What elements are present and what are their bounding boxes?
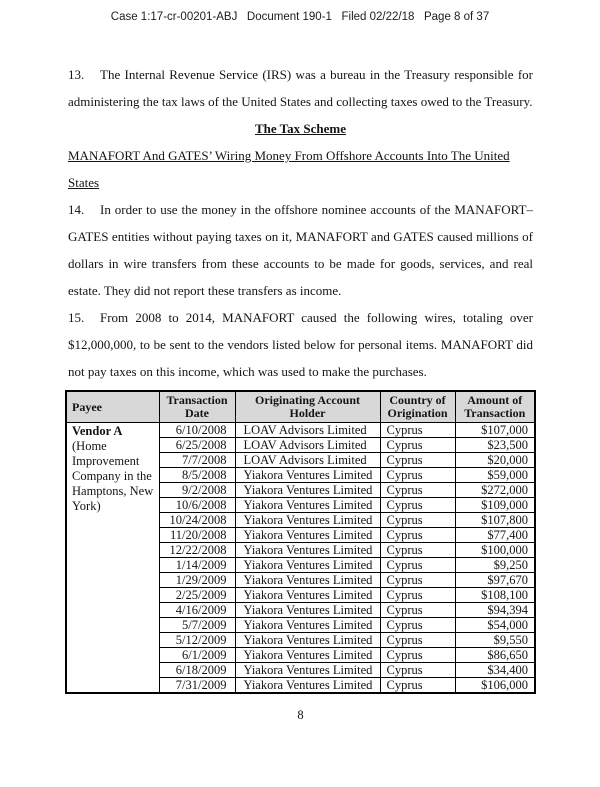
paragraph-14-number: 14. — [68, 202, 85, 217]
transaction-date: 8/5/2008 — [159, 468, 235, 483]
originating-account-holder: LOAV Advisors Limited — [235, 453, 380, 468]
paragraph-13-number: 13. — [68, 67, 85, 82]
column-header-payee: Payee — [66, 391, 159, 423]
originating-account-holder: Yiakora Ventures Limited — [235, 573, 380, 588]
country-of-origination: Cyprus — [380, 648, 455, 663]
paragraph-13 — [68, 61, 533, 115]
originating-account-holder: Yiakora Ventures Limited — [235, 678, 380, 694]
amount-of-transaction: $59,000 — [455, 468, 535, 483]
transaction-date: 1/29/2009 — [159, 573, 235, 588]
originating-account-holder: Yiakora Ventures Limited — [235, 498, 380, 513]
transaction-date: 12/22/2008 — [159, 543, 235, 558]
originating-account-holder: Yiakora Ventures Limited — [235, 618, 380, 633]
section-heading-tax-scheme: The Tax Scheme — [254, 121, 346, 136]
country-of-origination: Cyprus — [380, 438, 455, 453]
amount-of-transaction: $20,000 — [455, 453, 535, 468]
payee-name: Vendor A — [72, 424, 123, 438]
country-of-origination: Cyprus — [380, 483, 455, 498]
page-number: 8 — [297, 708, 304, 722]
transaction-date: 7/7/2008 — [159, 453, 235, 468]
transaction-date: 11/20/2008 — [159, 528, 235, 543]
payee-cell — [66, 423, 159, 694]
originating-account-holder: Yiakora Ventures Limited — [235, 603, 380, 618]
amount-of-transaction: $107,000 — [455, 423, 535, 438]
amount-of-transaction: $109,000 — [455, 498, 535, 513]
country-of-origination: Cyprus — [380, 543, 455, 558]
subsection-heading-wiring-money: MANAFORT And GATES’ Wiring Money From Offshore Accounts Into The United States — [68, 148, 510, 190]
transaction-date: 7/31/2009 — [159, 678, 235, 694]
amount-of-transaction: $34,400 — [455, 663, 535, 678]
amount-of-transaction: $108,100 — [455, 588, 535, 603]
paragraph-13-text: The Internal Revenue Service (IRS) was a bureau in the Treasury responsible for administering the tax laws of the United States and collecting taxes owed to the Treasury. — [68, 67, 533, 109]
transaction-date: 1/14/2009 — [159, 558, 235, 573]
document-body — [68, 61, 533, 729]
originating-account-holder: Yiakora Ventures Limited — [235, 633, 380, 648]
amount-of-transaction: $77,400 — [455, 528, 535, 543]
country-of-origination: Cyprus — [380, 468, 455, 483]
payee-description: (Home Improvement Company in the Hamptons, New York) — [72, 439, 154, 513]
paragraph-15-number: 15. — [68, 310, 85, 325]
column-header-amount-of-transaction: Amount of Transaction — [455, 391, 535, 423]
wire-transfers-table — [65, 390, 536, 694]
column-header-country-of-origination: Country of Origination — [380, 391, 455, 423]
country-of-origination: Cyprus — [380, 678, 455, 694]
transaction-date: 10/6/2008 — [159, 498, 235, 513]
table-header-row — [66, 391, 535, 423]
transaction-date: 4/16/2009 — [159, 603, 235, 618]
country-of-origination: Cyprus — [380, 423, 455, 438]
transaction-date: 10/24/2008 — [159, 513, 235, 528]
originating-account-holder: Yiakora Ventures Limited — [235, 648, 380, 663]
transaction-date: 6/18/2009 — [159, 663, 235, 678]
transaction-date: 5/7/2009 — [159, 618, 235, 633]
amount-of-transaction: $86,650 — [455, 648, 535, 663]
amount-of-transaction: $94,394 — [455, 603, 535, 618]
originating-account-holder: Yiakora Ventures Limited — [235, 663, 380, 678]
transaction-date: 6/1/2009 — [159, 648, 235, 663]
column-header-originating-account-holder: Originating Account Holder — [235, 391, 380, 423]
transaction-date: 6/25/2008 — [159, 438, 235, 453]
transaction-date: 6/10/2008 — [159, 423, 235, 438]
country-of-origination: Cyprus — [380, 618, 455, 633]
transaction-date: 9/2/2008 — [159, 483, 235, 498]
originating-account-holder: LOAV Advisors Limited — [235, 438, 380, 453]
amount-of-transaction: $23,500 — [455, 438, 535, 453]
court-filing-stamp: Case 1:17-cr-00201-ABJ Document 190-1 Filed 02/22/18 Page 8 of 37 — [110, 11, 490, 23]
amount-of-transaction: $106,000 — [455, 678, 535, 694]
column-header-transaction-date: Transaction Date — [159, 391, 235, 423]
country-of-origination: Cyprus — [380, 513, 455, 528]
paragraph-15 — [68, 304, 533, 385]
amount-of-transaction: $107,800 — [455, 513, 535, 528]
amount-of-transaction: $9,550 — [455, 633, 535, 648]
country-of-origination: Cyprus — [380, 663, 455, 678]
country-of-origination: Cyprus — [380, 573, 455, 588]
paragraph-14 — [68, 196, 533, 304]
transaction-date: 5/12/2009 — [159, 633, 235, 648]
amount-of-transaction: $54,000 — [455, 618, 535, 633]
amount-of-transaction: $272,000 — [455, 483, 535, 498]
wire-transfers-table-wrap — [65, 390, 533, 694]
country-of-origination: Cyprus — [380, 558, 455, 573]
transaction-date: 2/25/2009 — [159, 588, 235, 603]
amount-of-transaction: $100,000 — [455, 543, 535, 558]
country-of-origination: Cyprus — [380, 498, 455, 513]
wire-table-body — [66, 423, 535, 694]
originating-account-holder: Yiakora Ventures Limited — [235, 543, 380, 558]
table-row — [66, 423, 535, 438]
amount-of-transaction: $9,250 — [455, 558, 535, 573]
originating-account-holder: Yiakora Ventures Limited — [235, 513, 380, 528]
originating-account-holder: Yiakora Ventures Limited — [235, 528, 380, 543]
originating-account-holder: Yiakora Ventures Limited — [235, 558, 380, 573]
country-of-origination: Cyprus — [380, 453, 455, 468]
paragraph-14-text: In order to use the money in the offshore nominee accounts of the MANAFORT–GATES entities without paying taxes on it, MANAFORT and GATES caused millions of dollars in wire transfers from these accounts to be made for goods, services, and real estate. They did not report these transfers as income. — [68, 202, 533, 298]
originating-account-holder: LOAV Advisors Limited — [235, 423, 380, 438]
originating-account-holder: Yiakora Ventures Limited — [235, 588, 380, 603]
originating-account-holder: Yiakora Ventures Limited — [235, 483, 380, 498]
country-of-origination: Cyprus — [380, 528, 455, 543]
country-of-origination: Cyprus — [380, 603, 455, 618]
country-of-origination: Cyprus — [380, 588, 455, 603]
country-of-origination: Cyprus — [380, 633, 455, 648]
amount-of-transaction: $97,670 — [455, 573, 535, 588]
originating-account-holder: Yiakora Ventures Limited — [235, 468, 380, 483]
document-page — [0, 11, 600, 787]
paragraph-15-text: From 2008 to 2014, MANAFORT caused the following wires, totaling over $12,000,000, to be sent to the vendors listed below for personal items. MANAFORT did not pay taxes on this income, which was used to make the purchases. — [68, 310, 533, 379]
